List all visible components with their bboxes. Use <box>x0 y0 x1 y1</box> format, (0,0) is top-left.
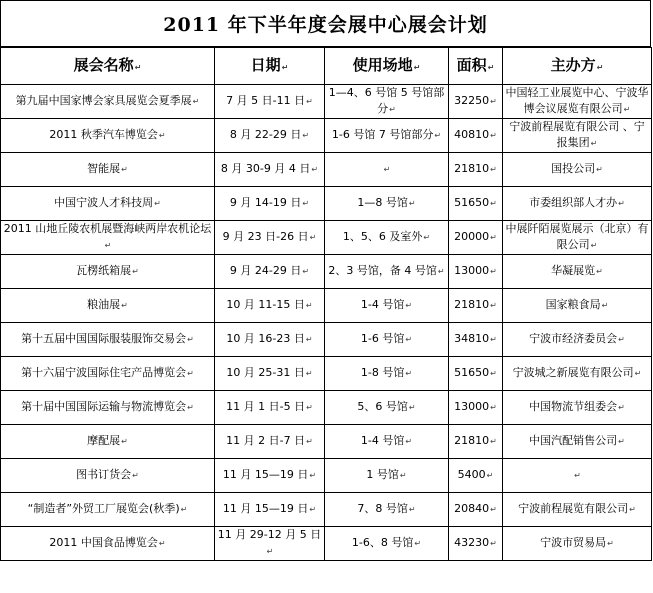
table-row <box>1 323 652 357</box>
cell-venue: 1、5、6 及室外↵ <box>325 221 449 255</box>
table-row <box>1 85 652 119</box>
cell-date: 9 月 24-29 日↵ <box>215 255 325 289</box>
cell-name: 智能展↵ <box>1 153 215 187</box>
table-row <box>1 119 652 153</box>
cell-area: 51650↵ <box>449 357 503 391</box>
cell-name: 2011 山地丘陵农机展暨海峡两岸农机论坛↵ <box>1 221 215 255</box>
cell-name: 摩配展↵ <box>1 425 215 459</box>
cell-venue: 1-6、8 号馆↵ <box>325 527 449 561</box>
cell-organizer: 中国物流节组委会↵ <box>503 391 652 425</box>
cell-venue: 1-4 号馆↵ <box>325 425 449 459</box>
cell-organizer: 国投公司↵ <box>503 153 652 187</box>
cell-organizer: 宁波前程展览有限公司 、宁报集团↵ <box>503 119 652 153</box>
table-row <box>1 221 652 255</box>
cell-name: 2011 秋季汽车博览会↵ <box>1 119 215 153</box>
cell-area: 21810↵ <box>449 289 503 323</box>
table-row <box>1 459 652 493</box>
cell-date: 8 月 30-9 月 4 日↵ <box>215 153 325 187</box>
cell-organizer: 中展阡陌展览展示（北京）有限公司↵ <box>503 221 652 255</box>
cell-date: 11 月 15—19 日↵ <box>215 459 325 493</box>
cell-organizer: 宁波市贸易局↵ <box>503 527 652 561</box>
cell-venue: 5、6 号馆↵ <box>325 391 449 425</box>
cell-venue: 1-4 号馆↵ <box>325 289 449 323</box>
cell-organizer: 华凝展览↵ <box>503 255 652 289</box>
table-row <box>1 357 652 391</box>
cell-name: 第十六届宁波国际住宅产品博览会↵ <box>1 357 215 391</box>
cell-name: 第九届中国家博会家具展览会夏季展↵ <box>1 85 215 119</box>
cell-date: 11 月 15—19 日↵ <box>215 493 325 527</box>
cell-venue: 2、3 号馆，备 4 号馆↵ <box>325 255 449 289</box>
table-row <box>1 493 652 527</box>
cell-area: 20840↵ <box>449 493 503 527</box>
cell-date: 9 月 14-19 日↵ <box>215 187 325 221</box>
cell-venue: 1-8 号馆↵ <box>325 357 449 391</box>
table-row <box>1 255 652 289</box>
cell-date: 8 月 22-29 日↵ <box>215 119 325 153</box>
cell-area: 21810↵ <box>449 153 503 187</box>
cell-name: “制造者”外贸工厂展览会(秋季)↵ <box>1 493 215 527</box>
cell-venue: 1 号馆↵ <box>325 459 449 493</box>
cell-area: 13000↵ <box>449 391 503 425</box>
header-date: 日期↵ <box>215 48 325 85</box>
cell-name: 第十届中国国际运输与物流博览会↵ <box>1 391 215 425</box>
cell-date: 10 月 25-31 日↵ <box>215 357 325 391</box>
cell-date: 10 月 11-15 日↵ <box>215 289 325 323</box>
table-row <box>1 527 652 561</box>
cell-date: 11 月 1 日-5 日↵ <box>215 391 325 425</box>
cell-area: 13000↵ <box>449 255 503 289</box>
page-title: 2011 年下半年度会展中心展会计划 <box>163 14 488 36</box>
header-name: 展会名称↵ <box>1 48 215 85</box>
table-row <box>1 289 652 323</box>
cell-organizer: 宁波城之新展览有限公司↵ <box>503 357 652 391</box>
cell-name: 中国宁波人才科技周↵ <box>1 187 215 221</box>
table-row <box>1 391 652 425</box>
cell-name: 第十五届中国国际服装服饰交易会↵ <box>1 323 215 357</box>
cell-organizer: 宁波市经济委员会↵ <box>503 323 652 357</box>
cell-venue: 1—4、6 号馆 5 号馆部分↵ <box>325 85 449 119</box>
cell-area: 43230↵ <box>449 527 503 561</box>
header-row <box>1 48 652 85</box>
cell-venue: 1-6 号馆↵ <box>325 323 449 357</box>
cell-date: 7 月 5 日-11 日↵ <box>215 85 325 119</box>
cell-venue: 7、8 号馆↵ <box>325 493 449 527</box>
cell-area: 21810↵ <box>449 425 503 459</box>
cell-name: 图书订货会↵ <box>1 459 215 493</box>
cell-name: 2011 中国食品博览会↵ <box>1 527 215 561</box>
cell-venue: 1—8 号馆↵ <box>325 187 449 221</box>
table-row <box>1 153 652 187</box>
cell-organizer: 市委组织部人才办↵ <box>503 187 652 221</box>
header-venue: 使用场地↵ <box>325 48 449 85</box>
cell-date: 11 月 2 日-7 日↵ <box>215 425 325 459</box>
cell-organizer: 中国汽配销售公司↵ <box>503 425 652 459</box>
cell-area: 40810↵ <box>449 119 503 153</box>
header-area: 面积↵ <box>449 48 503 85</box>
table-row <box>1 187 652 221</box>
cell-date: 11 月 29-12 月 5 日↵ <box>215 527 325 561</box>
cell-date: 10 月 16-23 日↵ <box>215 323 325 357</box>
cell-venue: ↵ <box>325 153 449 187</box>
table-row <box>1 425 652 459</box>
cell-name: 瓦楞纸箱展↵ <box>1 255 215 289</box>
cell-area: 32250↵ <box>449 85 503 119</box>
cell-organizer: ↵ <box>503 459 652 493</box>
cell-organizer: 宁波前程展览有限公司↵ <box>503 493 652 527</box>
cell-name: 粮油展↵ <box>1 289 215 323</box>
cell-organizer: 中国轻工业展览中心、宁波华博会议展览有限公司↵ <box>503 85 652 119</box>
cell-organizer: 国家粮食局↵ <box>503 289 652 323</box>
title-row <box>0 0 651 47</box>
cell-area: 20000↵ <box>449 221 503 255</box>
cell-date: 9 月 23 日-26 日↵ <box>215 221 325 255</box>
cell-area: 5400↵ <box>449 459 503 493</box>
cell-venue: 1-6 号馆 7 号馆部分↵ <box>325 119 449 153</box>
header-organizer: 主办方↵ <box>503 48 652 85</box>
cell-area: 51650↵ <box>449 187 503 221</box>
schedule-table <box>0 47 652 561</box>
cell-area: 34810↵ <box>449 323 503 357</box>
